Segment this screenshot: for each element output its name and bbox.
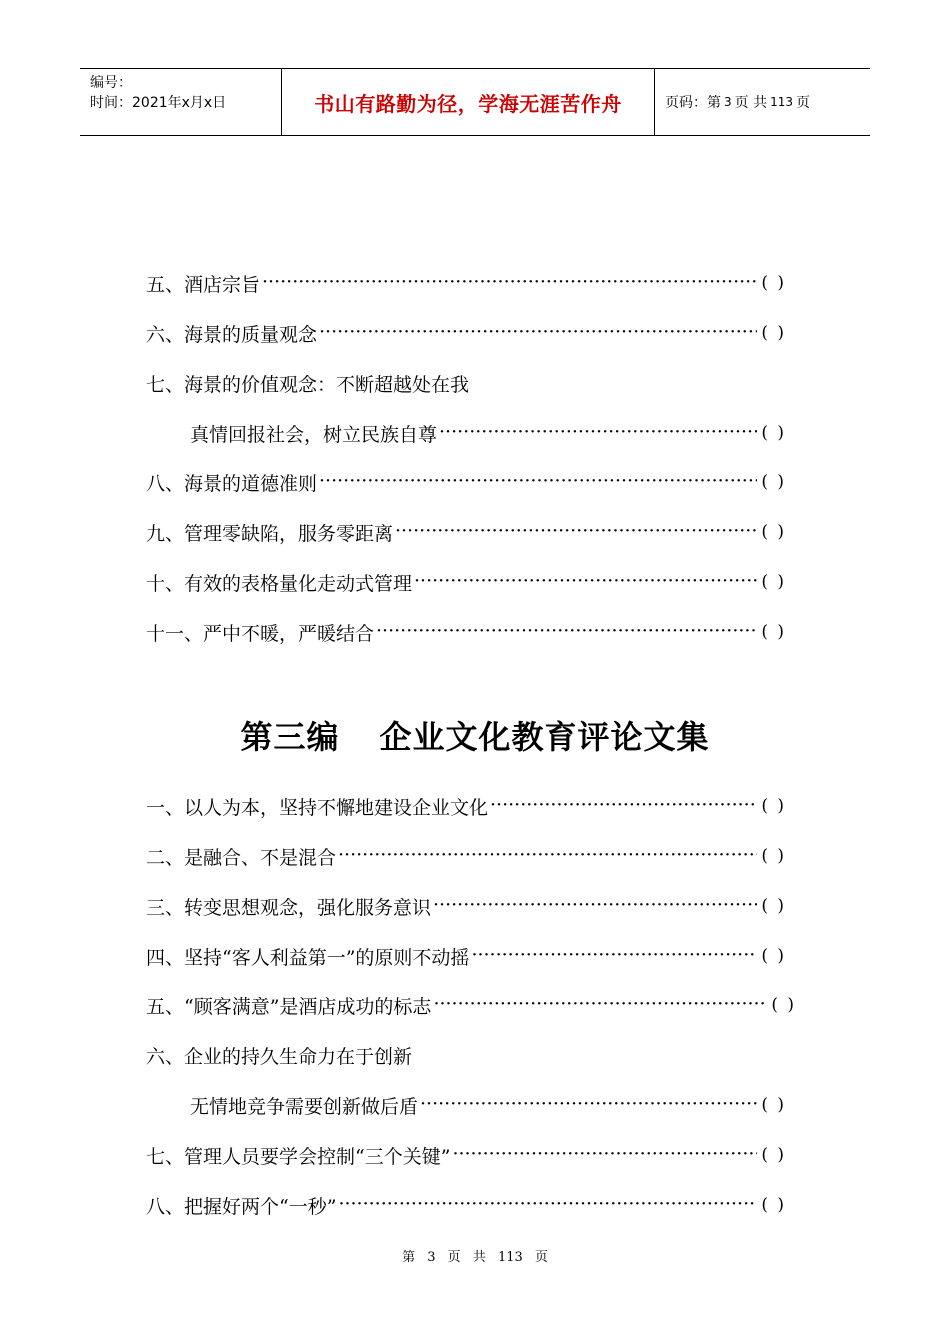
footer-page: 3 (427, 1250, 436, 1265)
toc-page-ref: ( ) (761, 946, 786, 966)
toc-leader-dots (338, 1195, 757, 1215)
toc-item[interactable] (146, 1190, 786, 1220)
page-header (80, 68, 870, 136)
header-page-info (655, 69, 870, 135)
toc-item[interactable] (146, 268, 786, 298)
toc-leader-dots (319, 472, 757, 492)
toc-item-title: 十、有效的表格量化走动式管理 (146, 572, 413, 595)
toc-item[interactable] (146, 617, 786, 647)
toc-leader-dots (319, 323, 757, 343)
toc-leader-dots (395, 522, 757, 542)
toc-leader-dots (471, 946, 757, 966)
toc-item[interactable] (190, 1090, 786, 1120)
section-part: 第三编 (240, 718, 340, 756)
toc-item-title: 五、酒店宗旨 (146, 273, 261, 296)
header-meta (80, 69, 282, 135)
toc-item[interactable] (146, 318, 786, 348)
toc-leader-dots (433, 995, 767, 1015)
header-page-mid: 页 共 (734, 95, 768, 111)
toc-page-ref: ( ) (761, 622, 786, 642)
footer-gong: 共 (472, 1250, 486, 1265)
toc-page-ref: ( ) (761, 896, 786, 916)
header-page-prefix: 页码：第 (665, 95, 721, 111)
toc-item-title: 十一、严中不暖，严暖结合 (146, 622, 375, 645)
page-footer (0, 1246, 950, 1265)
header-page-suffix: 页 (796, 95, 810, 111)
toc-item-title: 无情地竞争需要创新做后盾 (190, 1095, 419, 1118)
toc-page-ref: ( ) (761, 423, 786, 443)
section-heading (0, 712, 950, 762)
toc-page-ref: ( ) (761, 522, 786, 542)
toc-item[interactable] (146, 841, 786, 871)
toc-leader-dots (420, 1095, 757, 1115)
toc-item[interactable] (146, 891, 786, 921)
toc-item-title: 八、海景的道德准则 (146, 472, 318, 495)
section-name: 企业文化教育评论文集 (379, 718, 710, 756)
toc-leader-dots (433, 896, 757, 916)
toc-item-title: 一、以人为本，坚持不懈地建设企业文化 (146, 796, 489, 819)
toc-item-title: 七、海景的价值观念：不断超越处在我 (146, 373, 470, 396)
toc-leader-dots (338, 846, 757, 866)
toc-leader-dots (439, 423, 757, 443)
toc-item-title: 九、管理零缺陷，服务零距离 (146, 522, 394, 545)
toc-item-title: 真情回报社会，树立民族自尊 (190, 423, 438, 446)
toc-item[interactable] (146, 990, 796, 1020)
toc-item[interactable] (146, 467, 786, 497)
toc-leader-dots (414, 572, 757, 592)
toc-page-ref: ( ) (761, 323, 786, 343)
toc-page-ref: ( ) (761, 846, 786, 866)
toc-page-ref: ( ) (761, 1095, 786, 1115)
footer-di: 第 (402, 1250, 416, 1265)
toc-item[interactable] (146, 368, 786, 398)
toc-item[interactable] (146, 1040, 786, 1070)
toc-page-ref: ( ) (761, 572, 786, 592)
footer-ye: 页 (447, 1250, 461, 1265)
toc-item[interactable] (146, 941, 786, 971)
header-motto: 书山有路勤为径，学海无涯苦作舟 (282, 69, 655, 135)
toc-item[interactable] (146, 791, 786, 821)
footer-ye2: 页 (534, 1250, 548, 1265)
toc-item-title: 八、把握好两个“一秒” (146, 1195, 337, 1218)
toc-item-title: 五、“顾客满意”是酒店成功的标志 (146, 995, 432, 1018)
toc-item[interactable] (146, 1140, 786, 1170)
toc-page-ref: ( ) (761, 796, 786, 816)
toc-page-ref: ( ) (761, 1145, 786, 1165)
footer-total: 113 (497, 1250, 523, 1265)
toc-page-ref: ( ) (761, 273, 786, 293)
toc-page-ref: ( ) (761, 1195, 786, 1215)
toc-item-title: 二、是融合、不是混合 (146, 846, 337, 869)
toc-item[interactable] (146, 517, 786, 547)
toc-item[interactable] (146, 567, 786, 597)
toc-leader-dots (262, 273, 757, 293)
header-page-total: 113 (770, 95, 793, 109)
toc-page-ref: ( ) (761, 472, 786, 492)
header-page-num: 3 (724, 95, 732, 109)
toc-item-title: 三、转变思想观念，强化服务意识 (146, 896, 432, 919)
toc-page-ref: ( ) (771, 995, 796, 1015)
toc-item-title: 六、企业的持久生命力在于创新 (146, 1045, 413, 1068)
toc-leader-dots (376, 622, 757, 642)
header-code: 编号： (90, 75, 132, 91)
toc-leader-dots (490, 796, 757, 816)
toc-item-title: 四、坚持“客人利益第一”的原则不动摇 (146, 946, 470, 969)
toc-item[interactable] (190, 418, 786, 448)
header-time: 时间：2021年x月x日 (90, 95, 227, 111)
toc-leader-dots (452, 1145, 757, 1165)
toc-item-title: 六、海景的质量观念 (146, 323, 318, 346)
toc-item-title: 七、管理人员要学会控制“三个关键” (146, 1145, 451, 1168)
